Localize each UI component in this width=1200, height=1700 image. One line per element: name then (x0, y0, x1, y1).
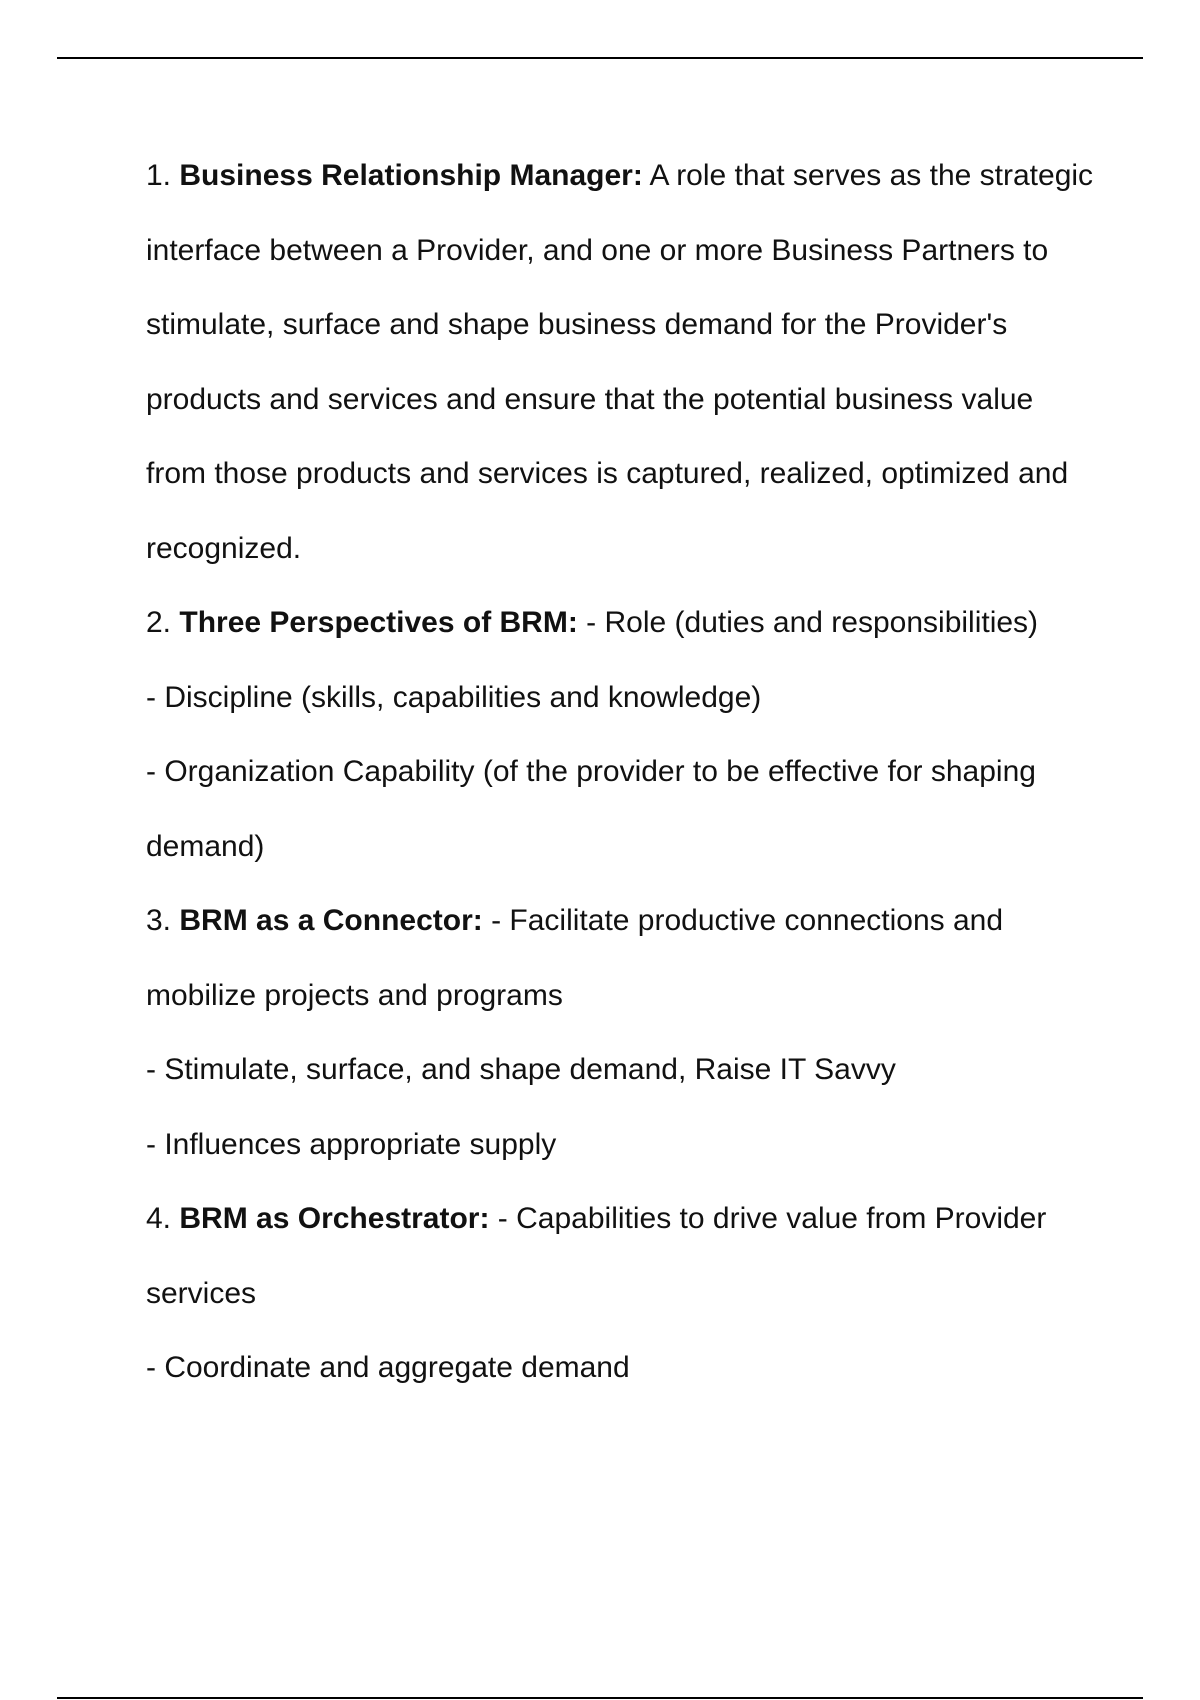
list-item (146, 586, 1096, 661)
list-item (146, 139, 1096, 586)
item-number: 2. (146, 606, 172, 639)
item-term: Business Relationship Manager: (179, 159, 643, 192)
item-term: BRM as Orchestrator: (179, 1202, 490, 1235)
sub-point: - Discipline (skills, capabilities and knowledge) (146, 680, 762, 714)
document-body (146, 139, 1096, 1406)
header-rule (57, 57, 1143, 59)
item-number: 3. (146, 904, 172, 937)
item-definition: - Facilitate productive connections and mobilize projects and programs (146, 904, 1004, 1012)
item-definition: - Capabilities to drive value from Provider services (146, 1202, 1047, 1310)
list-item (146, 1182, 1096, 1331)
footer-rule (57, 1697, 1143, 1699)
item-term: BRM as a Connector: (179, 904, 483, 937)
item-number: 4. (146, 1202, 172, 1235)
list-item (146, 884, 1096, 1033)
sub-point: - Influences appropriate supply (146, 1127, 557, 1161)
sub-point: - Coordinate and aggregate demand (146, 1351, 630, 1384)
item-definition: A role that serves as the strategic interface between a Provider, and one or more Business Partners to stimulate, surface and shape business demand for the Provider's products and services and ensure that the potential business value from those products and services is captured, realized, optimized and recognized. (146, 159, 1094, 565)
item-term: Three Perspectives of BRM: (179, 606, 578, 639)
sub-point: - Organization Capability (of the provider to be effective for shaping demand) (146, 755, 1036, 863)
item-number: 1. (146, 159, 172, 192)
sub-point: - Stimulate, surface, and shape demand, Raise IT Savvy (146, 1053, 896, 1086)
item-definition: - Role (duties and responsibilities) (586, 606, 1039, 639)
